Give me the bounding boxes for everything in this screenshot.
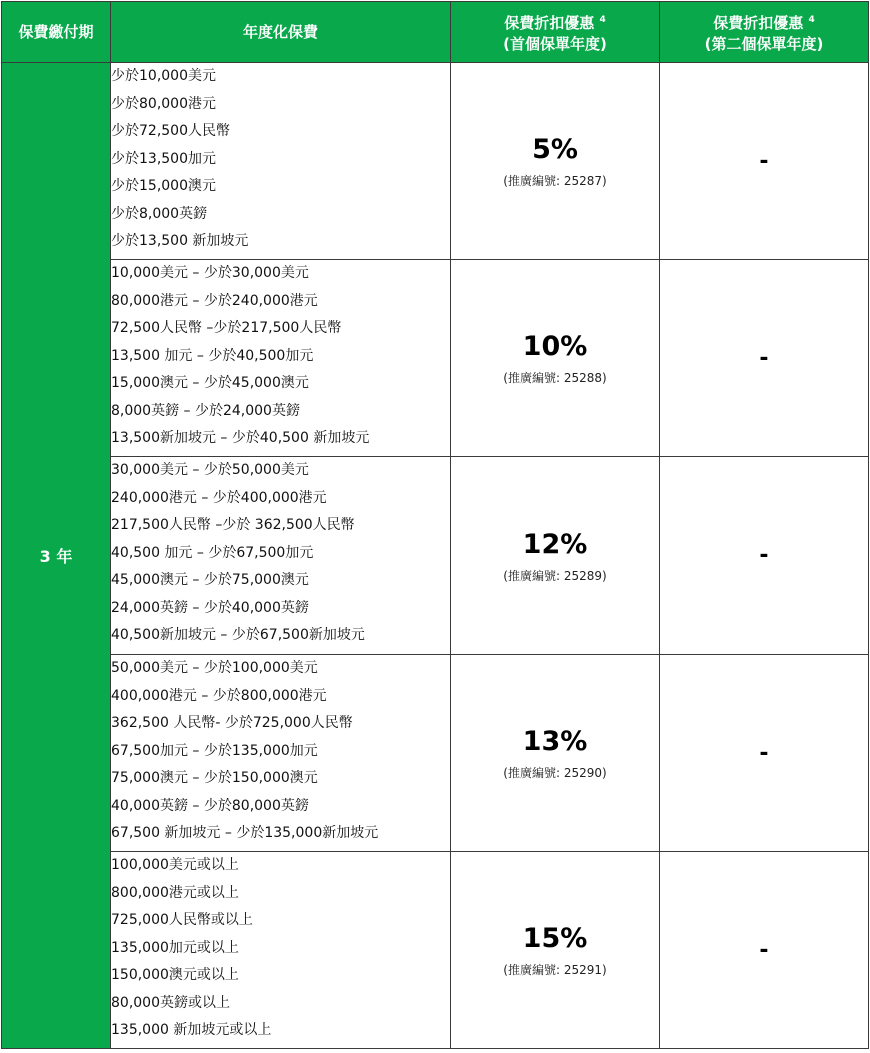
premium-range-line: 67,500加元 – 少於135,000加元	[111, 742, 318, 759]
premium-range-line: 少於15,000澳元	[111, 178, 216, 194]
table-row	[2, 63, 869, 260]
premium-range-line: 13,500新加坡元 – 少於40,500 新加坡元	[111, 430, 370, 446]
premium-range-line: 72,500人民幣 –少於217,500人民幣	[111, 320, 342, 336]
premium-range-line: 少於10,000美元	[111, 68, 216, 84]
premium-range-line: 少於13,500加元	[111, 150, 216, 167]
discount-percent: 10%	[522, 331, 588, 362]
premium-range-line: 67,500 新加坡元 – 少於135,000新加坡元	[111, 825, 379, 841]
premium-range-line: 240,000港元 – 少於400,000港元	[111, 489, 327, 506]
premium-range-line: 50,000美元 – 少於100,000美元	[111, 660, 318, 676]
header-first-year-discount: 保費折扣優惠 $^4$ (首個保單年度)	[451, 2, 660, 63]
header-second-year-discount: 保費折扣優惠 $^4$ (第二個保單年度)	[660, 2, 869, 63]
premium-range-line: 40,500新加坡元 – 少於67,500新加坡元	[111, 627, 365, 643]
premium-range-line: 80,000英鎊或以上	[111, 994, 230, 1011]
premium-range-line: 13,500 加元 – 少於40,500加元	[111, 347, 314, 364]
premium-range-cell	[111, 63, 451, 260]
premium-range-line: 少於72,500人民幣	[111, 123, 230, 139]
payment-term-cell: 3 年	[2, 63, 111, 1049]
premium-range-line: 135,000加元或以上	[111, 939, 239, 956]
first-year-discount-cell	[451, 852, 660, 1049]
header-row	[2, 2, 869, 63]
first-year-discount-cell	[451, 655, 660, 852]
table-row	[2, 457, 869, 655]
premium-range-line: 30,000美元 – 少於50,000美元	[111, 462, 309, 478]
discount-percent: 13%	[522, 726, 588, 757]
second-year-discount-cell: -	[660, 852, 869, 1049]
premium-range-cell	[111, 457, 451, 655]
premium-range-line: 80,000港元 – 少於240,000港元	[111, 292, 318, 309]
discount-percent: 12%	[522, 528, 588, 560]
premium-range-cell	[111, 655, 451, 852]
second-year-discount-cell: -	[660, 260, 869, 457]
promo-code: (推廣編號: 25287)	[503, 174, 607, 188]
premium-range-cell	[111, 852, 451, 1049]
premium-range-line: 150,000澳元或以上	[111, 967, 239, 983]
header-payment-term: 保費繳付期	[2, 2, 111, 63]
premium-range-line: 少於13,500 新加坡元	[111, 233, 249, 249]
promo-code: (推廣編號: 25291)	[503, 963, 607, 977]
premium-range-line: 45,000澳元 – 少於75,000澳元	[111, 572, 309, 588]
discount-percent: 15%	[522, 923, 588, 954]
table-row	[2, 260, 869, 457]
premium-range-line: 75,000澳元 – 少於150,000澳元	[111, 770, 318, 786]
premium-range-line: 400,000港元 – 少於800,000港元	[111, 687, 327, 704]
premium-range-line: 217,500人民幣 –少於 362,500人民幣	[111, 517, 355, 533]
premium-range-line: 40,000英鎊 – 少於80,000英鎊	[111, 797, 309, 814]
table-row	[2, 655, 869, 852]
premium-range-line: 8,000英鎊 – 少於24,000英鎊	[111, 402, 300, 419]
header-annualized-premium: 年度化保費	[111, 2, 451, 63]
second-year-discount-cell: -	[660, 63, 869, 260]
second-year-discount-cell: -	[660, 655, 869, 852]
premium-range-line: 725,000人民幣或以上	[111, 912, 253, 928]
premium-range-line: 10,000美元 – 少於30,000美元	[111, 265, 309, 281]
premium-range-line: 24,000英鎊 – 少於40,000英鎊	[111, 599, 309, 616]
premium-range-line: 362,500 人民幣- 少於725,000人民幣	[111, 715, 353, 731]
discount-percent: 5%	[532, 134, 578, 165]
premium-range-line: 15,000澳元 – 少於45,000澳元	[111, 375, 309, 391]
premium-range-line: 800,000港元或以上	[111, 884, 239, 901]
premium-range-line: 40,500 加元 – 少於67,500加元	[111, 544, 314, 561]
premium-range-line: 少於8,000英鎊	[111, 205, 208, 222]
promo-code: (推廣編號: 25289)	[503, 568, 607, 583]
second-year-discount-cell: -	[660, 457, 869, 655]
first-year-discount-cell	[451, 457, 660, 655]
promo-code: (推廣編號: 25290)	[503, 766, 607, 780]
table-row	[2, 852, 869, 1049]
promo-code: (推廣編號: 25288)	[503, 371, 607, 385]
premium-range-cell	[111, 260, 451, 457]
premium-range-line: 135,000 新加坡元或以上	[111, 1022, 272, 1038]
premium-range-line: 少於80,000港元	[111, 95, 216, 112]
first-year-discount-cell	[451, 260, 660, 457]
premium-range-line: 100,000美元或以上	[111, 857, 239, 873]
premium-discount-table	[1, 1, 869, 1049]
first-year-discount-cell	[451, 63, 660, 260]
